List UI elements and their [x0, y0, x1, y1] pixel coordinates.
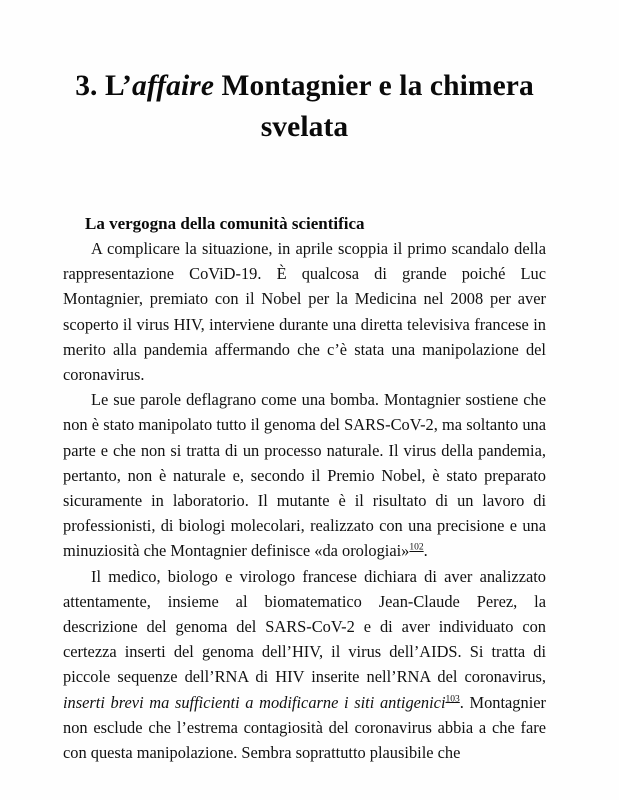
paragraph-3 — [63, 564, 546, 766]
chapter-number-prefix: 3. L’ — [75, 70, 132, 102]
footnote-ref-103[interactable]: 103 — [445, 694, 460, 705]
footnote-ref-102[interactable]: 102 — [409, 542, 424, 553]
paragraph-3-text-after-italic: . Montagnier non esclude che l’estrema contagiosità del coronavirus abbia a che fare con questa manipolazione. Sembra soprattutto plausibile che — [63, 692, 546, 763]
section-subheading: La vergogna della comunità scientifica — [85, 214, 365, 234]
paragraph-1-text: A complicare la situazione, in aprile scoppia il primo scandalo della rappresentazione CoViD-19. È qualcosa di grande poiché Luc Montagnier, premiato con il Nobel per la Medicina nel 2008 per aver scoperto il virus HIV, interviene durante una diretta televisiva francese in merito alla pandemia affermando che c’è stata una manipolazione del coronavirus. — [63, 239, 546, 385]
chapter-title — [63, 66, 546, 148]
chapter-title-italic-word: affaire — [131, 70, 215, 102]
paragraph-2-text-before-footnote: Le sue parole deflagrano come una bomba. Montagnier sostiene che non è stato manipolato tutto il genoma del SARS-CoV-2, ma soltanto una parte e che non si tratta di un processo naturale. Il virus della pandemia, pertanto, non è naturale e, secondo il Premio Nobel, è stato preparato sicuramente in laboratorio. Il mutante è il risultato di un lavoro di professionisti, di biologi molecolari, realizzato con una precisione e una minuziosità che Montagnier definisce «da orologiai» — [63, 390, 546, 561]
body-text-block — [63, 236, 546, 765]
paragraph-2 — [63, 387, 546, 563]
paragraph-1 — [63, 236, 546, 387]
paragraph-3-italic-quote: inserti brevi ma sufficienti a modificarne i siti antigenici — [63, 692, 446, 712]
paragraph-2-text-after-footnote: . — [423, 541, 428, 561]
paragraph-3-text-before-italic: Il medico, biologo e virologo francese dichiara di aver analizzato attentamente, insieme al biomatematico Jean-Claude Perez, la descrizione del genoma del SARS-CoV-2 e di aver individuato con certezza inserti del genoma dell’HIV, il virus dell’AIDS. Si tratta di piccole sequenze dell’RNA di HIV inserite nell’RNA del coronavirus, — [63, 566, 546, 687]
chapter-title-rest: Montagnier e la chimera svelata — [214, 70, 534, 143]
